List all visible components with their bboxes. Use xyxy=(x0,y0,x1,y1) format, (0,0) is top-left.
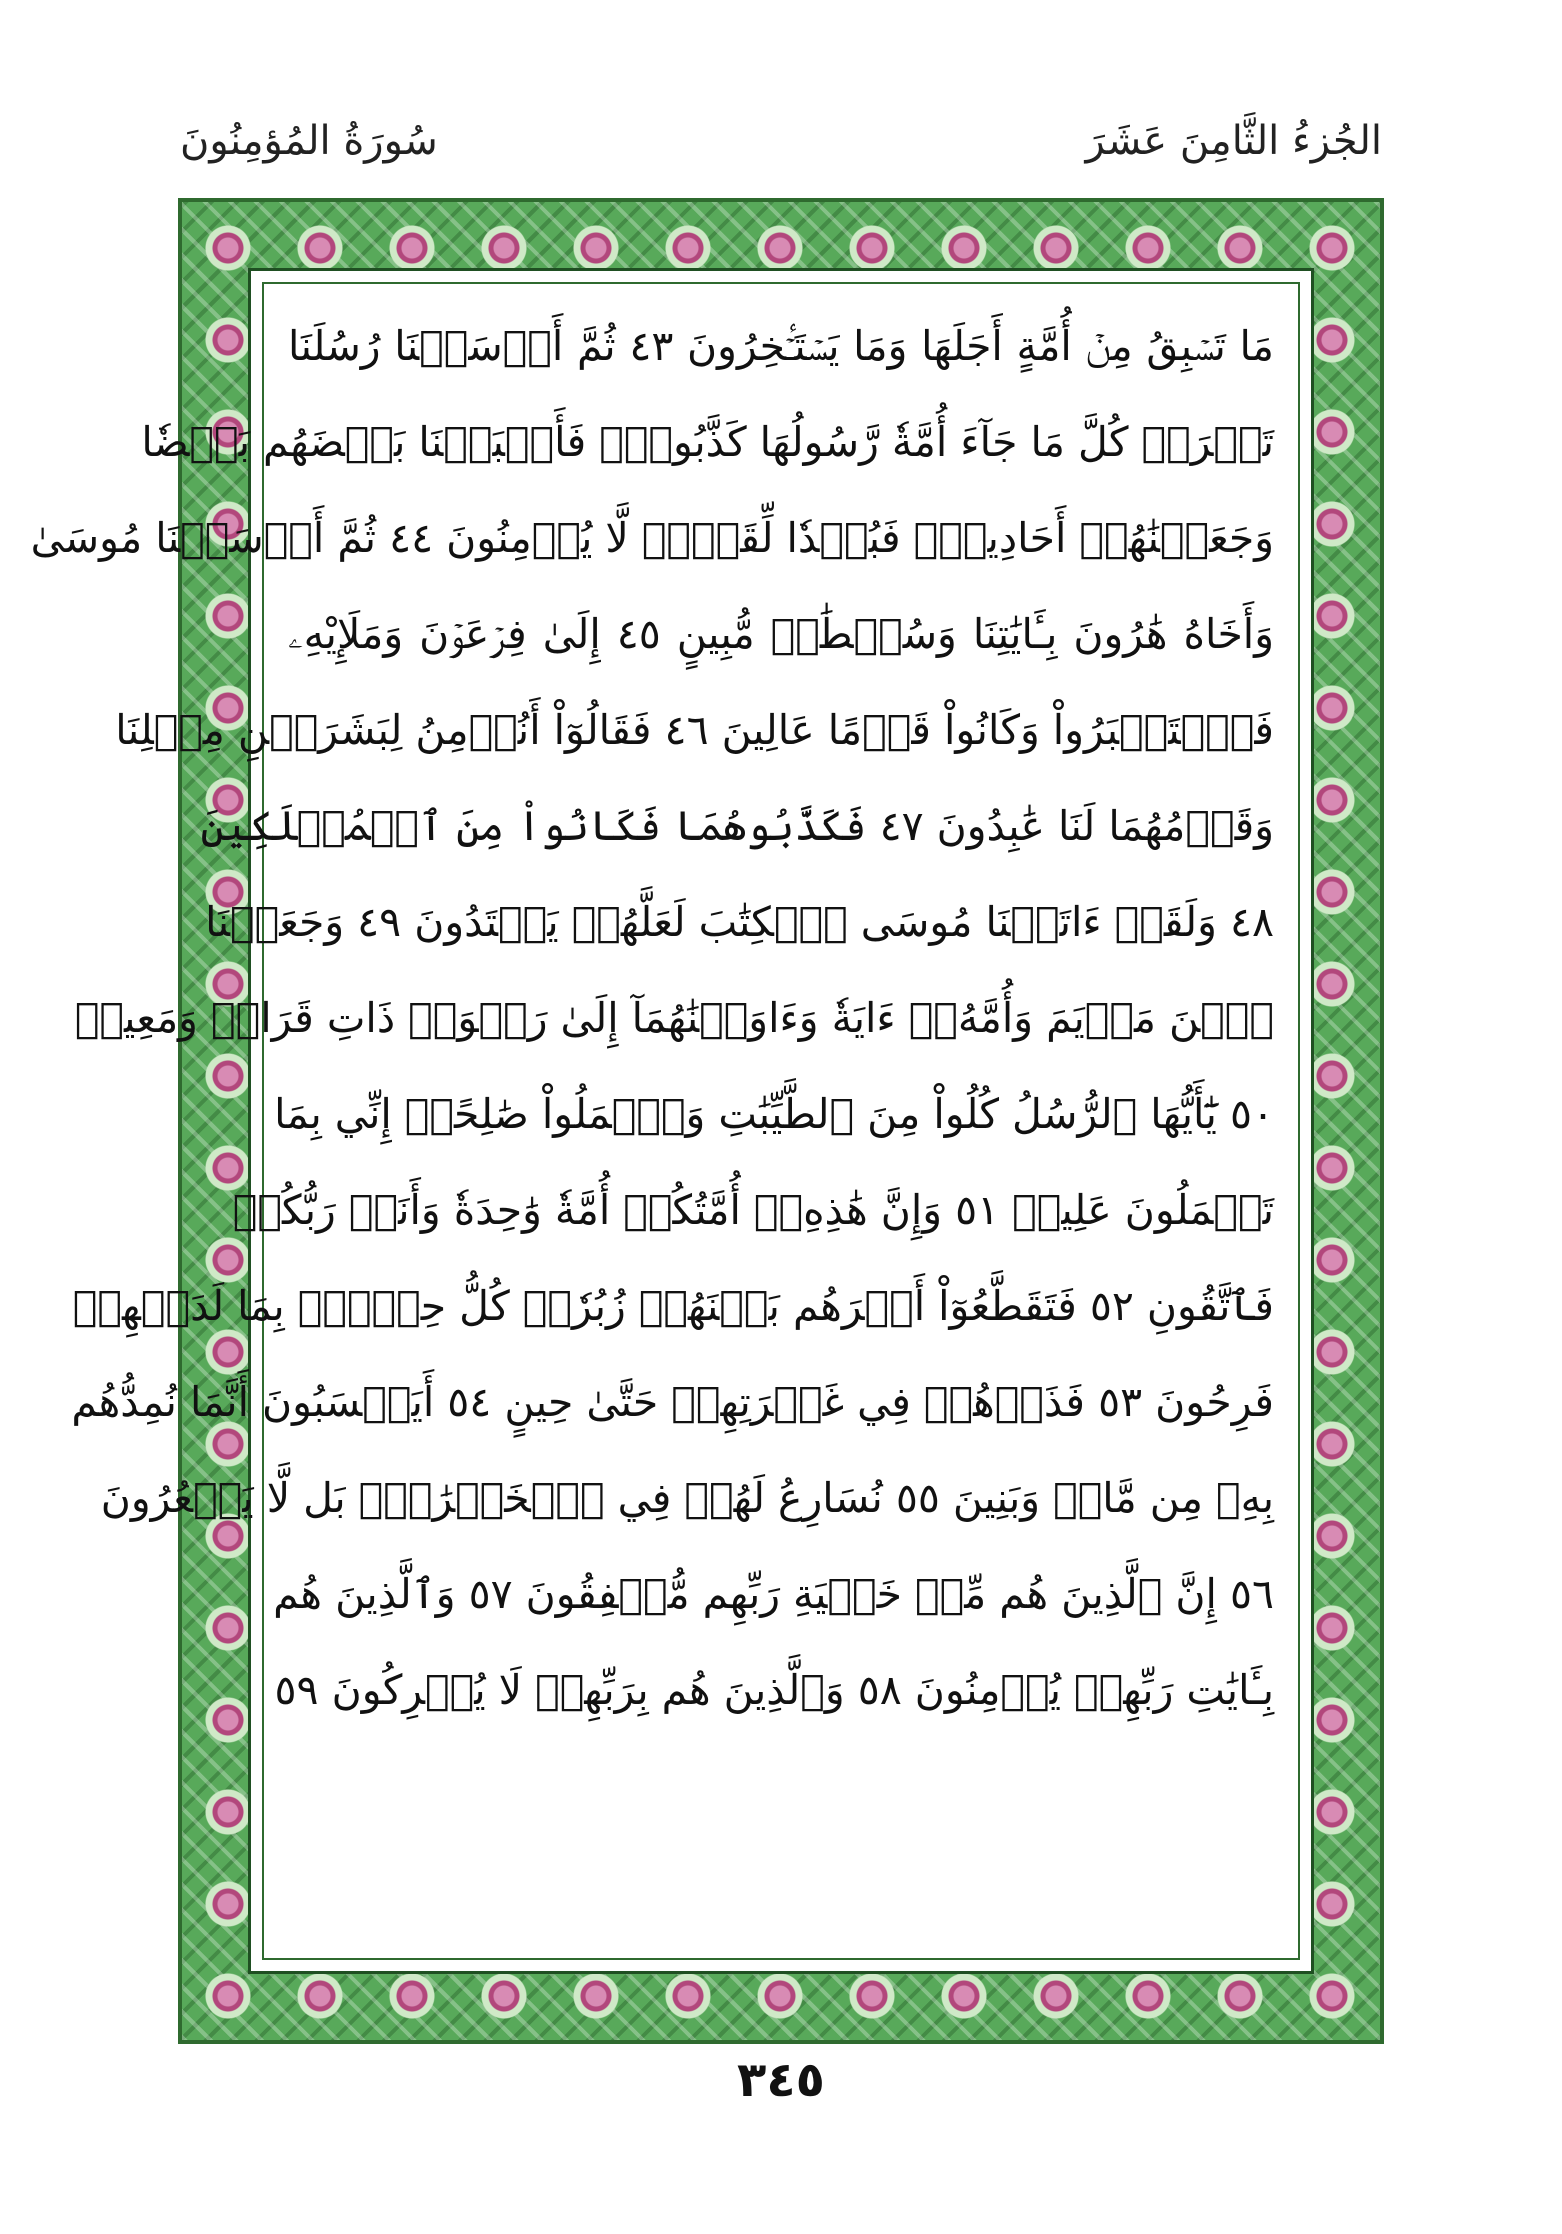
text-line-12: فَرِحُونَ ٥٣ فَذَرۡهُمۡ فِي غَمۡرَتِهِمۡ حَتَّىٰ حِينٍ ٥٤ أَيَحۡسَبُونَ أَنَّمَا نُمِدُّهُم xyxy=(71,1378,1274,1426)
text-line-5: فَٱسۡتَكۡبَرُواْ وَكَانُواْ قَوۡمًا عَالِينَ ٤٦ فَقَالُوٓاْ أَنُؤۡمِنُ لِبَشَرَيۡنِ مِثۡلِنَا xyxy=(115,706,1274,754)
text-line-2: تَتۡرَاۖ كُلَّ مَا جَآءَ أُمَّةٗ رَّسُولُهَا كَذَّبُوهُۖ فَأَتۡبَعۡنَا بَعۡضَهُم بَعۡضٗا xyxy=(141,418,1274,466)
text-line-9: ٥٠ يَٰٓأَيُّهَا ٱلرُّسُلُ كُلُواْ مِنَ ٱلطَّيِّبَٰتِ وَٱعۡمَلُواْ صَٰلِحًاۖ إِنِّي بِمَا xyxy=(274,1090,1274,1138)
quran-text-panel xyxy=(30,282,1300,1960)
page-header xyxy=(0,108,1562,198)
ornamental-border xyxy=(30,198,1384,2044)
surah-title: سُورَةُ المُؤمِنُونَ xyxy=(180,118,438,164)
text-line-8: ٱبۡنَ مَرۡيَمَ وَأُمَّهُۥٓ ءَايَةٗ وَءَاوَيۡنَٰهُمَآ إِلَىٰ رَبۡوَةٖ ذَاتِ قَرَارٖ وَمَعِينٖ xyxy=(74,994,1274,1042)
text-line-7: ٤٨ وَلَقَدۡ ءَاتَيۡنَا مُوسَى ٱلۡكِتَٰبَ لَعَلَّهُمۡ يَهۡتَدُونَ ٤٩ وَجَعَلۡنَا xyxy=(205,898,1274,946)
text-line-15: بِـَٔايَٰتِ رَبِّهِمۡ يُؤۡمِنُونَ ٥٨ وَٱلَّذِينَ هُم بِرَبِّهِمۡ لَا يُشۡرِكُونَ ٥٩ xyxy=(274,1666,1274,1714)
text-line-3: وَجَعَلۡنَٰهُمۡ أَحَادِيثَۚ فَبُعۡدٗا لِّقَوۡمٖ لَّا يُؤۡمِنُونَ ٤٤ ثُمَّ أَرۡسَلۡنَا مُوسَىٰ xyxy=(30,514,1274,562)
text-line-14: ٥٦ إِنَّ ٱلَّذِينَ هُم مِّنۡ خَشۡيَةِ رَبِّهِم مُّشۡفِقُونَ ٥٧ وَٱلَّذِينَ هُم xyxy=(273,1570,1274,1618)
juz-title: الجُزءُ الثَّامِنَ عَشَرَ xyxy=(1085,118,1382,164)
text-line-4: وَأَخَاهُ هَٰرُونَ بِـَٔايَٰتِنَا وَسُلۡطَٰنٖ مُّبِينٍ ٤٥ إِلَىٰ فِرۡعَوۡنَ وَمَلَإِيْهِۦ xyxy=(288,610,1274,658)
text-line-13: بِهِۦ مِن مَّالٖ وَبَنِينَ ٥٥ نُسَارِعُ لَهُمۡ فِي ٱلۡخَيۡرَٰتِۚ بَل لَّا يَشۡعُرُونَ xyxy=(100,1474,1274,1522)
text-line-11: فَٱتَّقُونِ ٥٢ فَتَقَطَّعُوٓاْ أَمۡرَهُم بَيۡنَهُمۡ زُبُرٗاۖ كُلُّ حِزۡبِۭ بِمَا لَدَيۡهِمۡ xyxy=(72,1282,1274,1330)
text-line-1: مَا تَسۡبِقُ مِنۡ أُمَّةٍ أَجَلَهَا وَمَا يَسۡتَـٔۡخِرُونَ ٤٣ ثُمَّ أَرۡسَلۡنَا رُسُلَنَا xyxy=(288,322,1274,370)
text-line-6: وَقَوۡمُهُمَا لَنَا عَٰبِدُونَ ٤٧ فَكَذَّبُوهُمَا فَكَانُواْ مِنَ ٱلۡمُهۡلَكِينَ xyxy=(200,802,1274,850)
page-number: ٣٤٥ xyxy=(737,2052,825,2108)
text-line-10: تَعۡمَلُونَ عَلِيمٞ ٥١ وَإِنَّ هَٰذِهِۦٓ أُمَّتُكُمۡ أُمَّةٗ وَٰحِدَةٗ وَأَنَا۠ رَبُّكُمۡ xyxy=(232,1186,1274,1234)
